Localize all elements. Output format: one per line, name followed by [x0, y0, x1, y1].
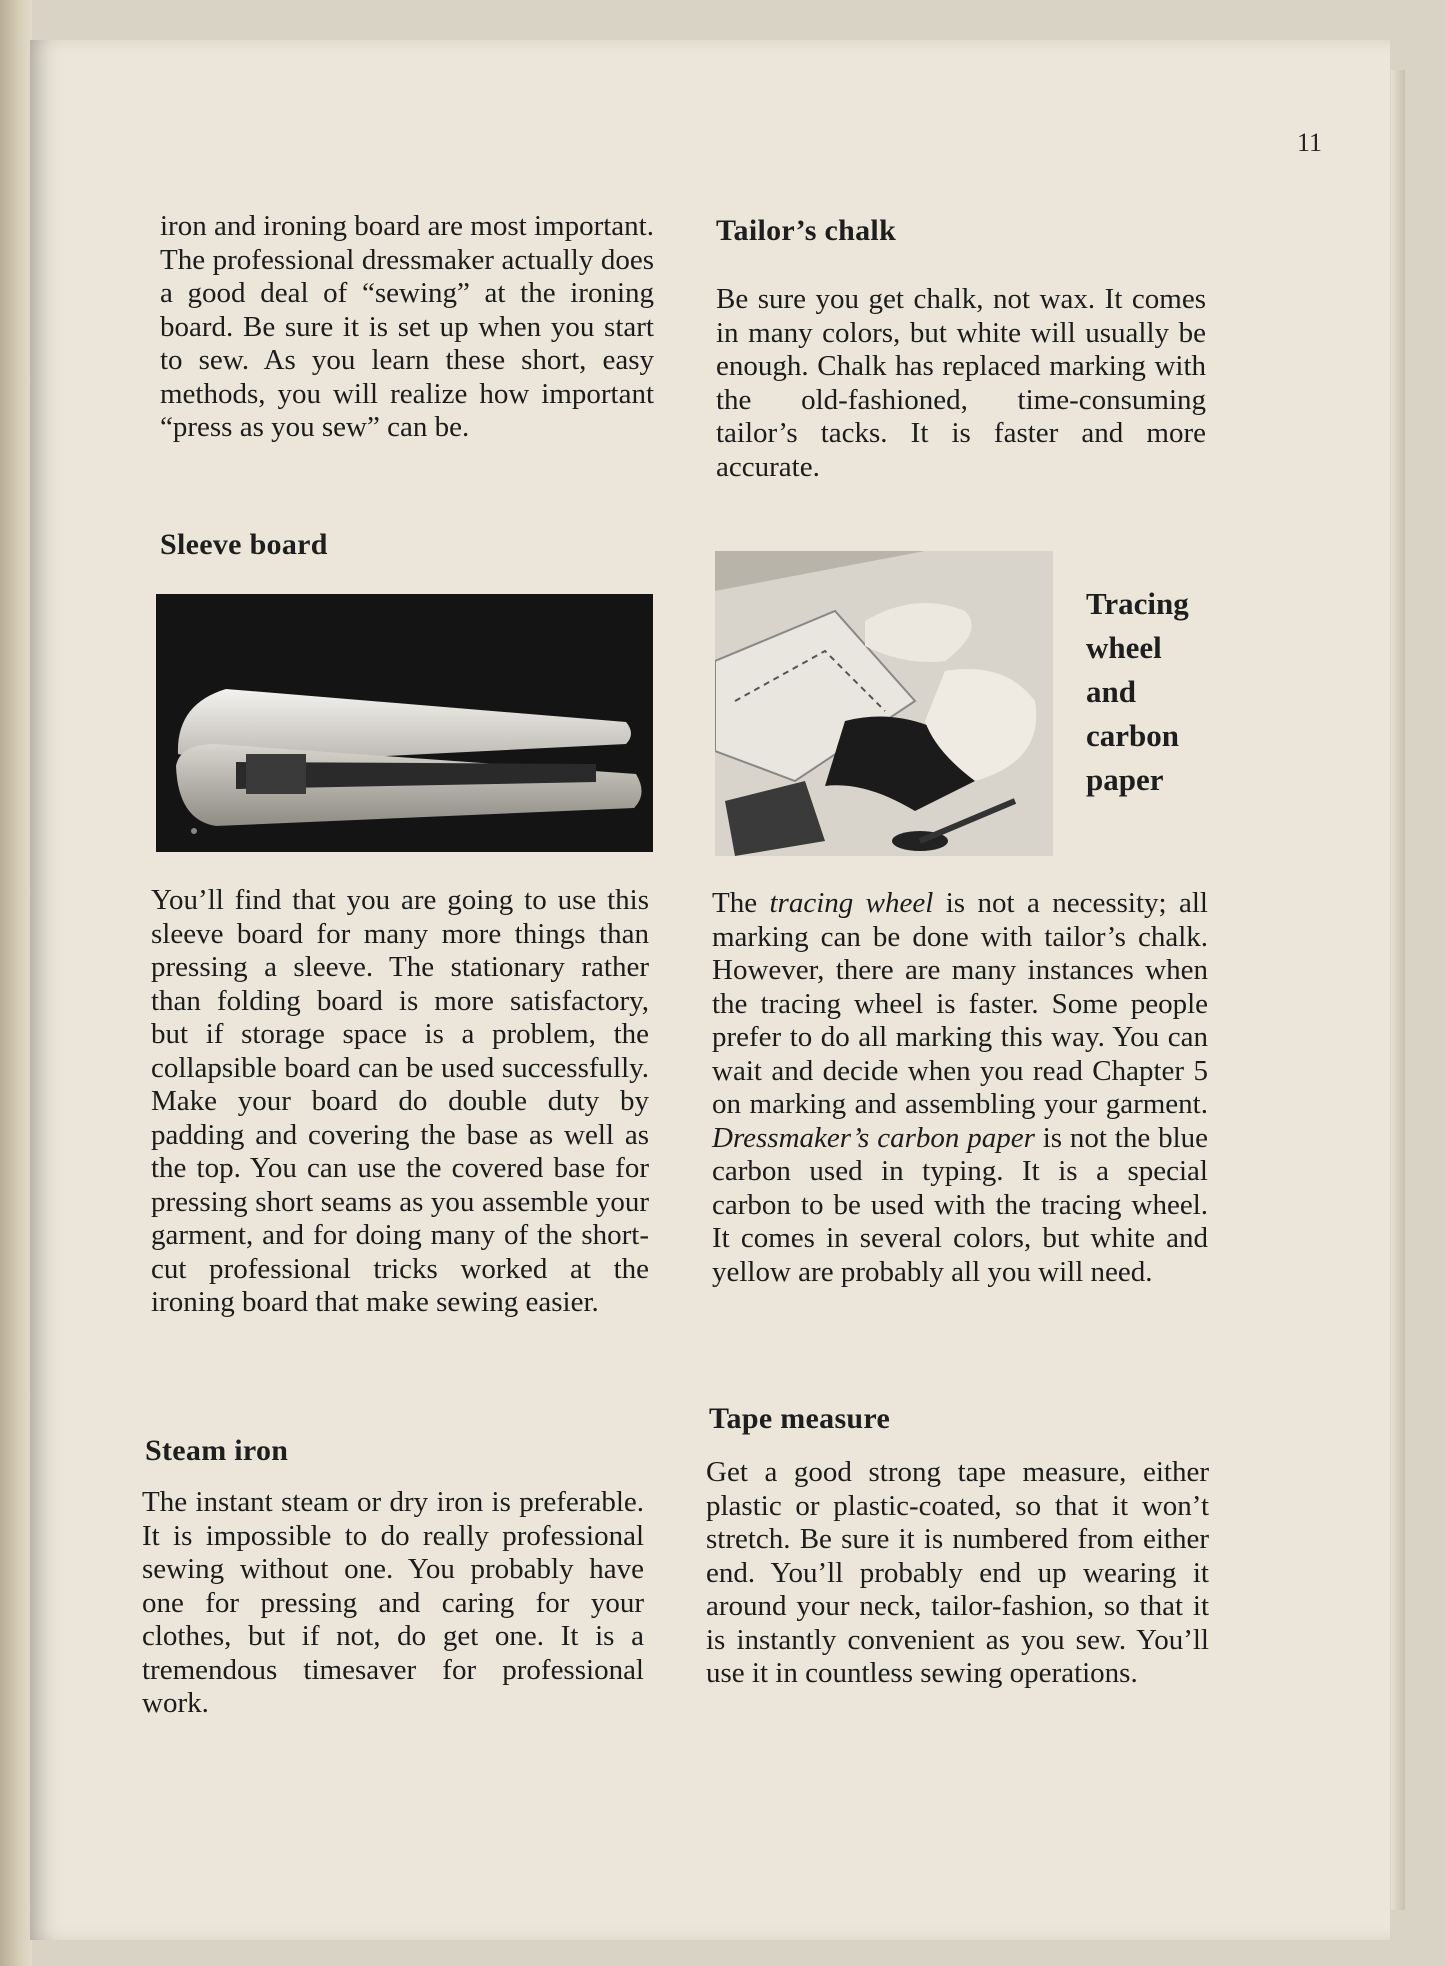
caption-line: paper: [1086, 762, 1164, 797]
tape-measure-body: [706, 1456, 1209, 1691]
tape-measure-paragraph: Get a good strong tape measure, either plastic or plastic-coated, so that it won’t stretch. Be sure it is numbered from either end. You’ll probably end up wearing it around your neck, tailor-fashion, so that it is instantly convenient as you sew. You’ll use it in countless sewing operations.: [706, 1456, 1209, 1689]
steam-iron-heading: Steam iron: [145, 1434, 289, 1467]
caption-line: and: [1086, 674, 1136, 709]
tailors-chalk-heading: Tailor’s chalk: [716, 214, 897, 247]
sleeve-board-photo: [156, 594, 653, 852]
text-run: The: [712, 887, 770, 919]
text-run: is not a necessity; all marking can be done with tailor’s chalk. However, there are many instances when the tracing wheel is faster. Some people prefer to do all marking this way. You can wait and decide when you read Chapter 5 on marking and assembling your garment.: [712, 887, 1208, 1120]
steam-iron-paragraph: The instant steam or dry iron is preferable. It is impossible to do really professional sewing without one. You probably have one for pressing and caring for your clothes, but if not, do get one. It is a tremendous timesaver for professional work.: [142, 1486, 644, 1719]
tape-measure-section: [709, 1402, 1209, 1436]
page-edge: [1391, 70, 1405, 1910]
caption-line: Tracing: [1086, 586, 1189, 621]
sleeve-board-illustration: [156, 594, 653, 852]
intro-paragraph: iron and ironing board are most important. The professional dressmaker actually does a good deal of “sewing” at the ironing board. Be sure it is set up when you start to sew. As you learn these short, easy methods, you will realize how important “press as you sew” can be.: [160, 210, 654, 443]
tracing-wheel-photo: [715, 551, 1053, 856]
tailors-chalk-section: [716, 214, 1206, 248]
tracing-wheel-caption: [1086, 582, 1189, 802]
sleeve-board-body: [151, 884, 649, 1320]
sleeve-board-heading: Sleeve board: [160, 528, 328, 561]
carbon-paper-term: Dressmaker’s carbon paper: [712, 1121, 1035, 1154]
book-spine: [0, 0, 32, 1966]
tailors-chalk-paragraph: Be sure you get chalk, not wax. It comes in many colors, but white will usually be enough. Chalk has replaced marking with the old-fashioned, time-consuming tailor’s tacks. It is faster and more accurate.: [716, 283, 1206, 483]
caption-line: carbon: [1086, 718, 1179, 753]
tracing-wheel-term: tracing wheel: [769, 887, 934, 919]
steam-iron-body: [142, 1486, 644, 1721]
tracing-wheel-body: [712, 887, 1208, 1289]
steam-iron-section: [145, 1434, 645, 1468]
tracing-wheel-paragraph: [712, 887, 1208, 1289]
sleeve-board-paragraph: You’ll find that you are going to use this sleeve board for many more things than pressing a sleeve. The stationary rather than folding board is more satisfactory, but if storage space is a problem, the collapsible board can be used successfully. Make your board do double duty by padding and covering the base as well as the top. You can use the covered base for pressing short seams as you assemble your garment, and for doing many of the short-cut professional tricks worked at the ironing board that make sewing easier.: [151, 884, 649, 1318]
caption-line: wheel: [1086, 630, 1162, 665]
sleeve-board-section: [160, 528, 654, 562]
left-intro: [160, 210, 654, 445]
page-number: 11: [1297, 128, 1323, 157]
text-run: is not the blue carbon used in typing. It is a special carbon to be used with the tracing wheel. It comes in several colors, but white and yellow are probably all you will need.: [712, 1121, 1208, 1288]
tracing-wheel-illustration: [715, 551, 1053, 856]
tailors-chalk-body: [716, 283, 1206, 484]
tape-measure-heading: Tape measure: [709, 1402, 891, 1435]
